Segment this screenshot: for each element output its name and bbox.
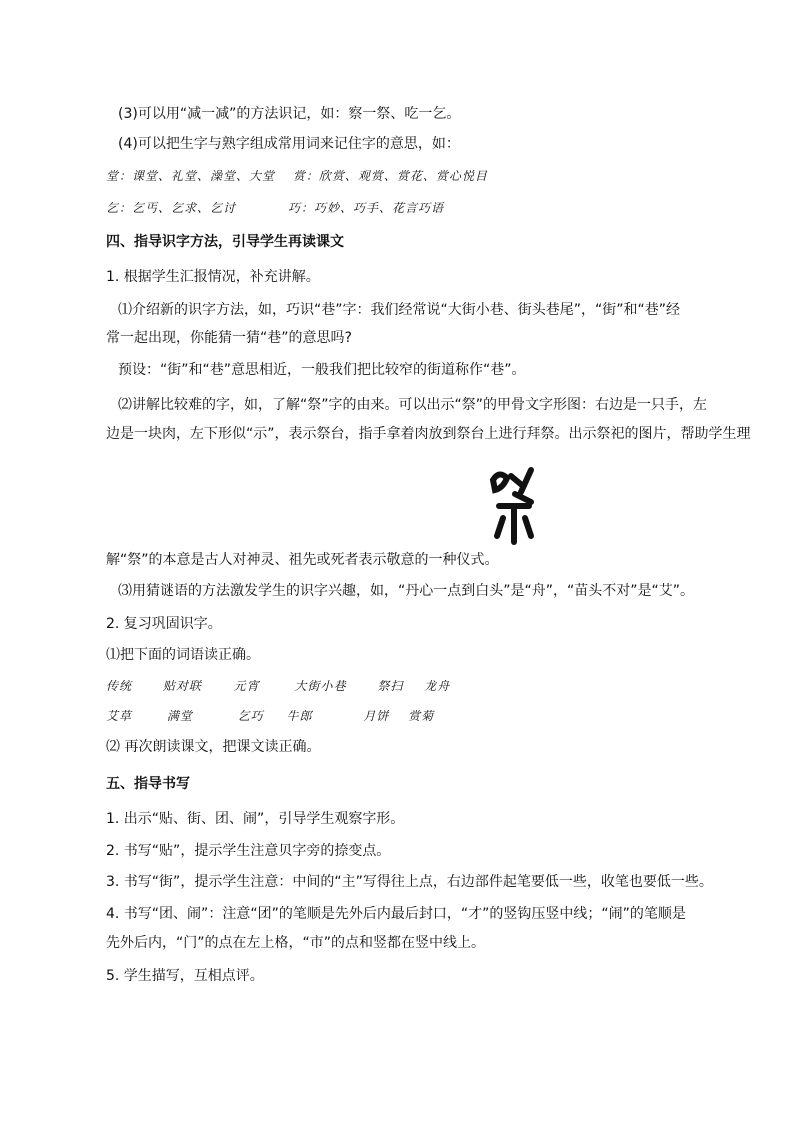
para-3: ⑶用猜谜语的方法激发学生的识字兴趣，如，“丹心一点到白头”是“舟”，“苗头不对”是“艾”。 [118,583,695,599]
method-3: (3)可以用“减一减”的方法识记，如：察一祭、吃一乞。 [118,106,461,122]
step-2: 2. 复习巩固识字。 [106,616,222,632]
oracle-bone-glyph-image [485,462,545,552]
section-4-heading: 四、指导识字方法，引导学生再读课文 [106,234,344,250]
task-1: ⑴把下面的词语读正确。 [106,647,260,663]
para-2-line-c: 解“祭”的本意是古人对神灵、祖先或死者表示敬意的一种仪式。 [106,552,499,568]
writing-step-2: 2. 书写“贴”，提示学生注意贝字旁的捺变点。 [106,843,391,859]
writing-step-1: 1. 出示“贴、街、团、闹”，引导学生观察字形。 [106,811,405,827]
para-1-line-b: 常一起出现，你能猜一猜“巷”的意思吗? [106,330,352,346]
word-row-1 [106,676,726,696]
writing-step-4-line-b: 先外后内，“门”的点在左上格，“市”的点和竖都在竖中线上。 [106,935,486,951]
glyph-meat-stroke [493,474,507,490]
para-2-line-a: ⑵讲解比较难的字，如，了解“祭”字的由来。可以出示“祭”的甲骨文字形图：右边是一只手，左 [118,397,708,413]
writing-step-3: 3. 书写“街”，提示学生注意：中间的“主”写得往上点，右边部件起笔要低一些，收笔也要低一些。 [106,874,713,890]
glyph-hand-stroke-2 [521,470,531,492]
para-1-line-a: ⑴介绍新的识字方法，如，巧识“巷”字：我们经常说“大街小巷、街头巷尾”，“街”和“巷”经 [118,302,681,318]
word-item: 牛郎 [286,709,313,723]
glyph-hand-stroke-3 [515,494,531,502]
section-5-heading: 五、指导书写 [106,776,190,792]
writing-step-4-line-a: 4. 书写“团、闹”：注意“团”的笔顺是先外后内最后封口，“才”的竖钩压竖中线；“闹”的笔顺是 [106,906,686,922]
method-4: (4)可以把生字与熟字组成常用词来记住字的意思，如： [118,136,460,152]
word-item: 乞巧 [237,709,264,723]
word-item: 月饼 [363,709,390,723]
step-1: 1. 根据学生汇报情况，补充讲解。 [106,269,320,285]
example-words-2: 乞：乞丐、乞求、乞讨 巧：巧妙、巧手、花言巧语 [106,201,445,215]
word-item: 龙舟 [424,679,451,693]
word-item: 满堂 [166,709,193,723]
word-item: 艾草 [106,709,133,723]
word-item: 贴对联 [162,679,202,693]
word-row-2 [106,706,726,726]
para-1-answer: 预设：“街”和“巷”意思相近，一般我们把比较窄的街道称作“巷”。 [118,362,526,378]
example-words-1: 堂：课堂、礼堂、澡堂、大堂 赏：欣赏、观赏、赏花、赏心悦目 [106,169,488,183]
word-item: 大街小巷 [294,679,347,693]
para-2-line-b: 边是一块肉，左下形似“示”，表示祭台，指手拿着肉放到祭台上进行拜祭。出示祭祀的图片，帮助学生理 [106,426,751,442]
task-2: ⑵ 再次朗读课文，把课文读正确。 [106,739,321,755]
glyph-altar-left [497,518,503,536]
word-item: 元宵 [233,679,260,693]
word-item: 赏菊 [408,709,435,723]
word-item: 传统 [106,679,133,693]
glyph-altar-right [525,518,531,536]
writing-step-5: 5. 学生描写，互相点评。 [106,968,264,984]
word-item: 祭扫 [377,679,404,693]
